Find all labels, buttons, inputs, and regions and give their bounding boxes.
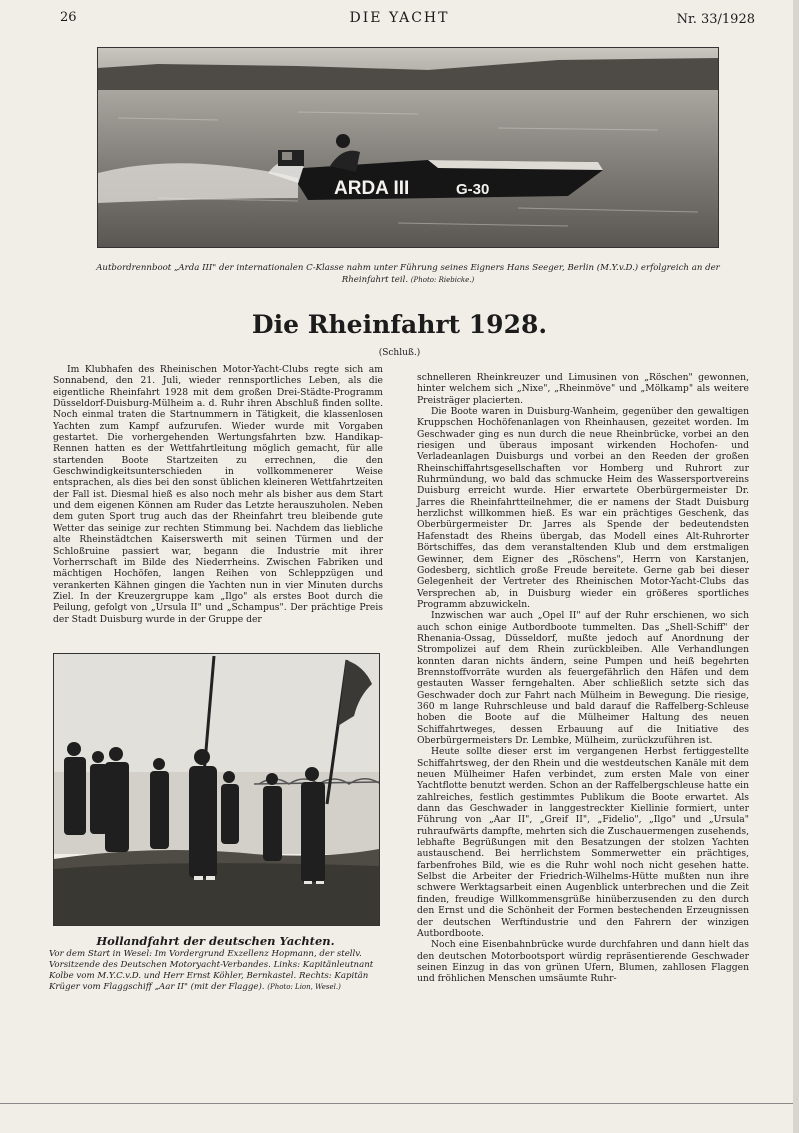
boat-name-label: ARDA III [334, 178, 410, 199]
top-caption-text: Autbordrennboot „Arda III" der internationalen C-Klasse nahm unter Führung seines Eigners Hans Seeger, Berlin (M.Y.v.D.) erfolgreich an der Rheinfahrt teil. [96, 263, 720, 285]
motorboat-photo [97, 47, 719, 248]
paragraph: Die Boote waren in Duisburg-Wanheim, gegenüber den gewaltigen Kruppschen Hochöfenanlagen von Rheinhausen, gezeitet worden. Im Geschwader ging es nun durch die neue Rheinbrücke, vorbei an den riesigen und überaus imposant wirkenden Hochofen- und Verladeanlagen Duisburgs und vorbei an den Reeden der großen Rheinschiffahrtsgesellschaften vor Homberg und Ruhrort zur Ruhrmündung, wo bald das schmucke Heim des Wassersportvereins Duisburg erreicht wurde. Hier erwartete Oberbürgermeister Dr. Jarres die Rheinfahrtteilnehmer, die er namens der Stadt Duisburg herzlichst willkommen hieß. Es war ein prächtiges Geschenk, das Oberbürgermeister Dr. Jarres als Spende der bedeutendsten Hafenstadt des Rheins übergab, das Modell eines Alt-Ruhrorter Börtschiffes, das dem veranstaltenden Klub und dem erstmaligen Gewinner, dem Eigner des „Röschens", Herrn von Karstanjen, Godesberg, sichtlich große Freude bereitete. Gerne gab bei dieser Gelegenheit der Vertreter des Rheinischen Motor-Yacht-Clubs das Versprechen ab, in Duisburg wieder ein größeres sportliches Programm abzuwickeln. [417, 406, 749, 610]
page-edge [793, 0, 799, 1133]
bottom-photo-caption [49, 949, 382, 993]
journal-title: DIE YACHT [349, 10, 450, 26]
page-bottom-rule [0, 1103, 799, 1104]
paragraph: Noch eine Eisenbahnbrücke wurde durchfahren und dann hielt das den deutschen Motorbootsport würdig repräsentierende Geschwader seinen Einzug in das von grünen Ufern, Blumen, zahllosen Flaggen und fröhlichen Menschen umsäumte Ruhr- [417, 939, 749, 985]
page-number: 26 [60, 10, 77, 25]
wesel-group-photo [53, 653, 380, 926]
paragraph: Im Klubhafen des Rheinischen Motor-Yacht-Clubs regte sich am Sonnabend, den 21. Juli, wieder rennsportliches Leben, als die eigentliche Rheinfahrt 1928 mit dem großen Drei-Städte-Programm Düsseldorf-Duisburg-Mülheim a. d. Ruhr ihren Abschluß finden sollte. Noch einmal traten die Startnummern in Tätigkeit, die klassenlosen Yachten zum Kampf aufzurufen. Wieder wurde mit Vorgaben gestartet. Die vorhergehenden Wertungsfahrten bzw. Handikap-Rennen hatten es der Wettfahrtleitung möglich gemacht, für alle startenden Boote Startzeiten zu errechnen, die den Geschwindigkeitsunterschieden in vollkommenerer Weise entsprachen, als dies bei den sonst üblichen kleineren Wettfahrtzeiten der Fall ist. Diesmal hieß es also noch mehr als bisher aus dem Start und dem eigenen Können am Ruder das Letzte herauszuholen. Neben dem guten Sport trug auch das der Rheinfahrt treu bleibende gute Wetter das seinige zur rechten Stimmung bei. Nachdem das liebliche alte Rheinstädtchen Kaiserswerth mit seinen Türmen und der Schloßruine passiert war, begann die Industrie mit ihrer Vorherrschaft im Bilde des Niederrheins. Zwischen Fabriken und mächtigen Hochöfen, langen Reihen von Schleppzügen und verankerten Kähnen gingen die Yachten nun in vier Minuten durchs Ziel. In der Kreuzergruppe kam „Ilgo" als erstes Boot durch die Peilung, gefolgt von „Ursula II" und „Schampus". Der prächtige Preis der Stadt Duisburg wurde in der Gruppe der [53, 364, 383, 625]
bottom-caption-text: Vor dem Start in Wesel: Im Vordergrund Exzellenz Hopmann, der stellv. Vorsitzende des Deutschen Motoryacht-Verbandes. Links: Kapitänleutnant Kolbe vom M.Y.C.v.D. und Herr Ernst Köhler, Bernkastel. Rechts: Kapitän Krüger vom Flaggschiff „Aar II" (mit der Flagge). [49, 949, 374, 992]
sail-number-label: G-30 [456, 181, 490, 198]
article-subtitle: (Schluß.) [378, 348, 421, 358]
top-caption-credit: (Photo: Riebicke.) [410, 276, 475, 284]
issue-number: Nr. 33/1928 [676, 12, 755, 27]
article-column-left [53, 364, 383, 625]
paragraph: schnelleren Rheinkreuzer und Limusinen von „Röschen" gewonnen, hinter welchem sich „Nixe", „Rheinmöve" und „Mölkamp" als weitere Preisträger placierten. [417, 372, 749, 406]
paragraph: Heute sollte dieser erst im vergangenen Herbst fertiggestellte Schiffahrtsweg, der den Rhein und die westdeutschen Kanäle mit dem neuen Mülheimer Hafen verbindet, zum ersten Male von einer Yachtflotte benutzt werden. Schon an der Raffelbergschleuse hatte ein zahlreiches, festlich gestimmtes Publikum die Boote erwartet. Als dann das Geschwader in langgestreckter Kiellinie formiert, unter Führung von „Aar II", „Greif II", „Fidelio", „Ilgo" und „Ursula" ruhraufwärts dampfte, mehrten sich die Zuschauermengen zusehends, lebhafte Begrüßungen mit den Besatzungen der stolzen Yachten austauschend. Bei herrlichstem Sommerwetter ein prächtiges, farbenfrohes Bild, wie es die Ruhr wohl noch nicht gesehen hatte. Selbst die Arbeiter der Friedrich-Wilhelms-Hütte mußten nun ihre schwere Werktagsarbeit einen Augenblick unterbrechen und die Zeit finden, freudige Willkommensgrüße hinüberzusenden zu den durch den Ernst und die Schönheit der Formen bestechenden Erzeugnissen der deutschen Werftindustrie und den Fahrern der winzigen Autbordboote. [417, 746, 749, 939]
paragraph: Inzwischen war auch „Opel II" auf der Ruhr erschienen, wo sich auch schon einige Autbordboote tummelten. Das „Shell-Schiff" der Rhenania-Ossag, Düsseldorf, mußte jedoch auf Anordnung der Strompolizei auf dem Rhein zurückbleiben. Alle Verhandlungen konnten daran nichts ändern, seine Pumpen und heiß begehrten Brennstoffvorräte wurden als feuergefährlich den Häfen und dem gestauten Wasser ferngehalten. Aber schließlich setzte sich das Geschwader doch zur Fahrt nach Mülheim in Bewegung. Die riesige, 360 m lange Ruhrschleuse und bald darauf die Raffelberg-Schleuse hoben die Boote auf die Mülheimer Haltung des neuen Schiffahrtweges, dessen Erbauung auf die Initiative des Oberbürgermeisters Dr. Lembke, Mülheim, zurückzuführen ist. [417, 610, 749, 746]
article-title: Die Rheinfahrt 1928. [251, 310, 548, 339]
bottom-caption-credit: (Photo: Lion, Wesel.) [267, 983, 341, 991]
bottom-photo-caption-title: Hollandfahrt der deutschen Yachten. [96, 934, 335, 948]
article-column-right [417, 372, 749, 985]
top-photo-caption [95, 262, 721, 286]
